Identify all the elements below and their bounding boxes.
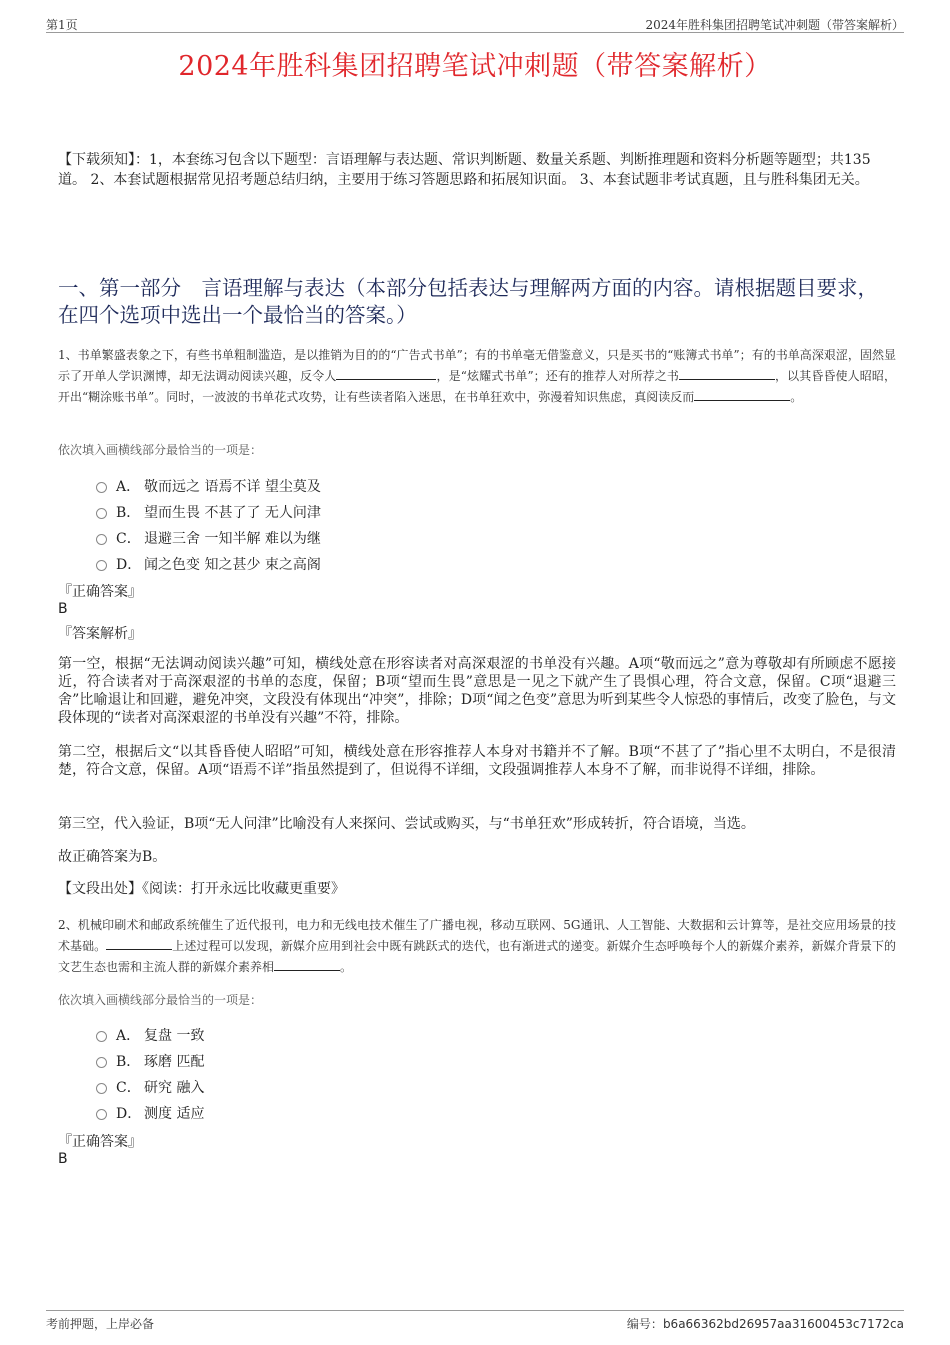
radio-button[interactable] bbox=[96, 1057, 107, 1068]
answer-blank bbox=[274, 956, 340, 971]
option-text: 琢磨 匹配 bbox=[144, 1054, 205, 1070]
question-1-text-part2: ，是“炫耀式书单”；还有的推荐人对所荐之书 bbox=[436, 369, 679, 383]
header-doc-title: 2024年胜科集团招聘笔试冲刺题（带答案解析） bbox=[645, 18, 904, 32]
answer-blank bbox=[694, 386, 790, 401]
correct-answer: B bbox=[58, 601, 68, 617]
analysis-conclusion: 故正确答案为B。 bbox=[58, 849, 167, 865]
correct-answer: B bbox=[58, 1151, 68, 1167]
option-letter: B． bbox=[116, 505, 141, 521]
question-2-stem bbox=[58, 915, 896, 977]
footer-code-value: b6a66362bd26957aa31600453c7172ca bbox=[662, 1317, 904, 1331]
option-letter: A． bbox=[116, 1028, 141, 1044]
answer-blank bbox=[679, 365, 775, 380]
option-text: 测度 适应 bbox=[144, 1106, 205, 1122]
question-1-text-part1: 1、书单繁盛表象之下，有些书单粗制滥造，是以推销为目的的“广告式书单”；有的书单毫无借鉴意义，只是买书的“账簿式书单”；有的书单高深艰涩，固然显示了开单人学识渊博，却无法调动阅读兴趣，反令人 bbox=[58, 348, 896, 383]
download-notice: 【下载须知】：1，本套练习包含以下题型：言语理解与表达题、常识判断题、数量关系题、判断推理题和资料分析题等题型；共135道。 2、本套试题根据常见招考题总结归纳，主要用于练习答题思路和拓展知识面。 3、本套试题非考试真题，且与胜科集团无关。 bbox=[58, 152, 871, 188]
radio-button[interactable] bbox=[96, 1031, 107, 1042]
footer-code bbox=[627, 1315, 904, 1332]
analysis-label: 『答案解析』 bbox=[58, 626, 142, 642]
option-text: 复盘 一致 bbox=[144, 1028, 205, 1044]
answer-blank bbox=[336, 365, 436, 380]
option-letter: C． bbox=[116, 1080, 141, 1096]
radio-button[interactable] bbox=[96, 560, 107, 571]
option-letter: D． bbox=[116, 1106, 142, 1122]
question-1-stem bbox=[58, 345, 896, 407]
footer-slogan: 考前押题，上岸必备 bbox=[46, 1317, 155, 1331]
section-heading: 一、第一部分 言语理解与表达（本部分包括表达与理解两方面的内容。请根据题目要求，在四个选项中选出一个最恰当的答案。） bbox=[58, 276, 878, 327]
radio-button[interactable] bbox=[96, 1083, 107, 1094]
document-title: 2024年胜科集团招聘笔试冲刺题（带答案解析） bbox=[178, 51, 772, 82]
question-1-prompt: 依次填入画横线部分最恰当的一项是： bbox=[58, 443, 263, 457]
option-text: 敬而远之 语焉不详 望尘莫及 bbox=[144, 479, 321, 495]
passage-source: 【文段出处】《阅读：打开永远比收藏更重要》 bbox=[58, 881, 345, 897]
question-1-text-part4: 。 bbox=[790, 390, 803, 404]
question-2-text-part1: 2、机械印刷术和邮政系统催生了近代报刊，电力和无线电技术催生了广播电视，移动互联网、5G通讯、人工智能、大数据和云计算等，是社交应用场景的技术基础。 bbox=[58, 918, 896, 953]
correct-answer-label: 『正确答案』 bbox=[58, 584, 142, 600]
footer-code-label: 编号： bbox=[626, 1317, 663, 1331]
question-2-prompt: 依次填入画横线部分最恰当的一项是： bbox=[58, 993, 263, 1007]
analysis-paragraph: 第二空，根据后文“以其昏昏使人昭昭”可知，横线处意在形容推荐人本身对书籍并不了解。B项“不甚了了”指心里不太明白，不是很清楚，符合文意，保留。A项“语焉不详”指虽然提到了，但说得不详细，文段强调推荐人本身不了解，而非说得不详细，排除。 bbox=[58, 744, 896, 778]
question-1-text-part3: ，以其昏昏使人昭昭，开出“糊涂账书单”。同时，一波波的书单花式攻势，让有些读者陷入迷思，在书单狂欢中，弥漫着知识焦虑，真阅读反而 bbox=[58, 369, 896, 404]
option-text: 研究 融入 bbox=[144, 1080, 205, 1096]
page-footer bbox=[46, 1310, 904, 1331]
radio-button[interactable] bbox=[96, 482, 107, 493]
question-2-text-part3: 。 bbox=[340, 960, 353, 974]
option-text: 望而生畏 不甚了了 无人问津 bbox=[144, 505, 321, 521]
radio-button[interactable] bbox=[96, 534, 107, 545]
correct-answer-label: 『正确答案』 bbox=[58, 1134, 142, 1150]
option-letter: C． bbox=[116, 531, 141, 547]
option-letter: D． bbox=[116, 557, 142, 573]
analysis-paragraph: 第三空，代入验证，B项“无人问津”比喻没有人来探问、尝试或购买，与“书单狂欢”形成转折，符合语境，当选。 bbox=[58, 816, 755, 832]
option-text: 闻之色变 知之甚少 束之高阁 bbox=[144, 557, 321, 573]
page-header bbox=[46, 14, 904, 33]
question-2-text-part2: 上述过程可以发现，新媒介应用到社会中既有跳跃式的迭代，也有渐进式的递变。新媒介生态呼唤每个人的新媒介素养，新媒介背景下的文艺生态也需和主流人群的新媒介素养相 bbox=[58, 939, 896, 974]
option-text: 退避三舍 一知半解 难以为继 bbox=[144, 531, 321, 547]
option-letter: A． bbox=[116, 479, 141, 495]
option-letter: B． bbox=[116, 1054, 141, 1070]
radio-button[interactable] bbox=[96, 508, 107, 519]
radio-button[interactable] bbox=[96, 1109, 107, 1120]
answer-blank bbox=[106, 935, 172, 950]
analysis-paragraph: 第一空，根据“无法调动阅读兴趣”可知，横线处意在形容读者对高深艰涩的书单没有兴趣。A项“敬而远之”意为尊敬却有所顾虑不愿接近，符合读者对于高深艰涩的书单的态度，保留；B项“望而生畏”意思是一见之下就产生了畏惧心理，符合文意，保留。C项“退避三舍”比喻退让和回避，避免冲突，文段没有体现出“冲突”，排除；D项“闻之色变”意思为听到某些令人惊恐的事情后，改变了脸色，与文段体现的“读者对高深艰涩的书单没有兴趣”不符，排除。 bbox=[58, 656, 896, 726]
page-number: 第1页 bbox=[46, 18, 78, 32]
